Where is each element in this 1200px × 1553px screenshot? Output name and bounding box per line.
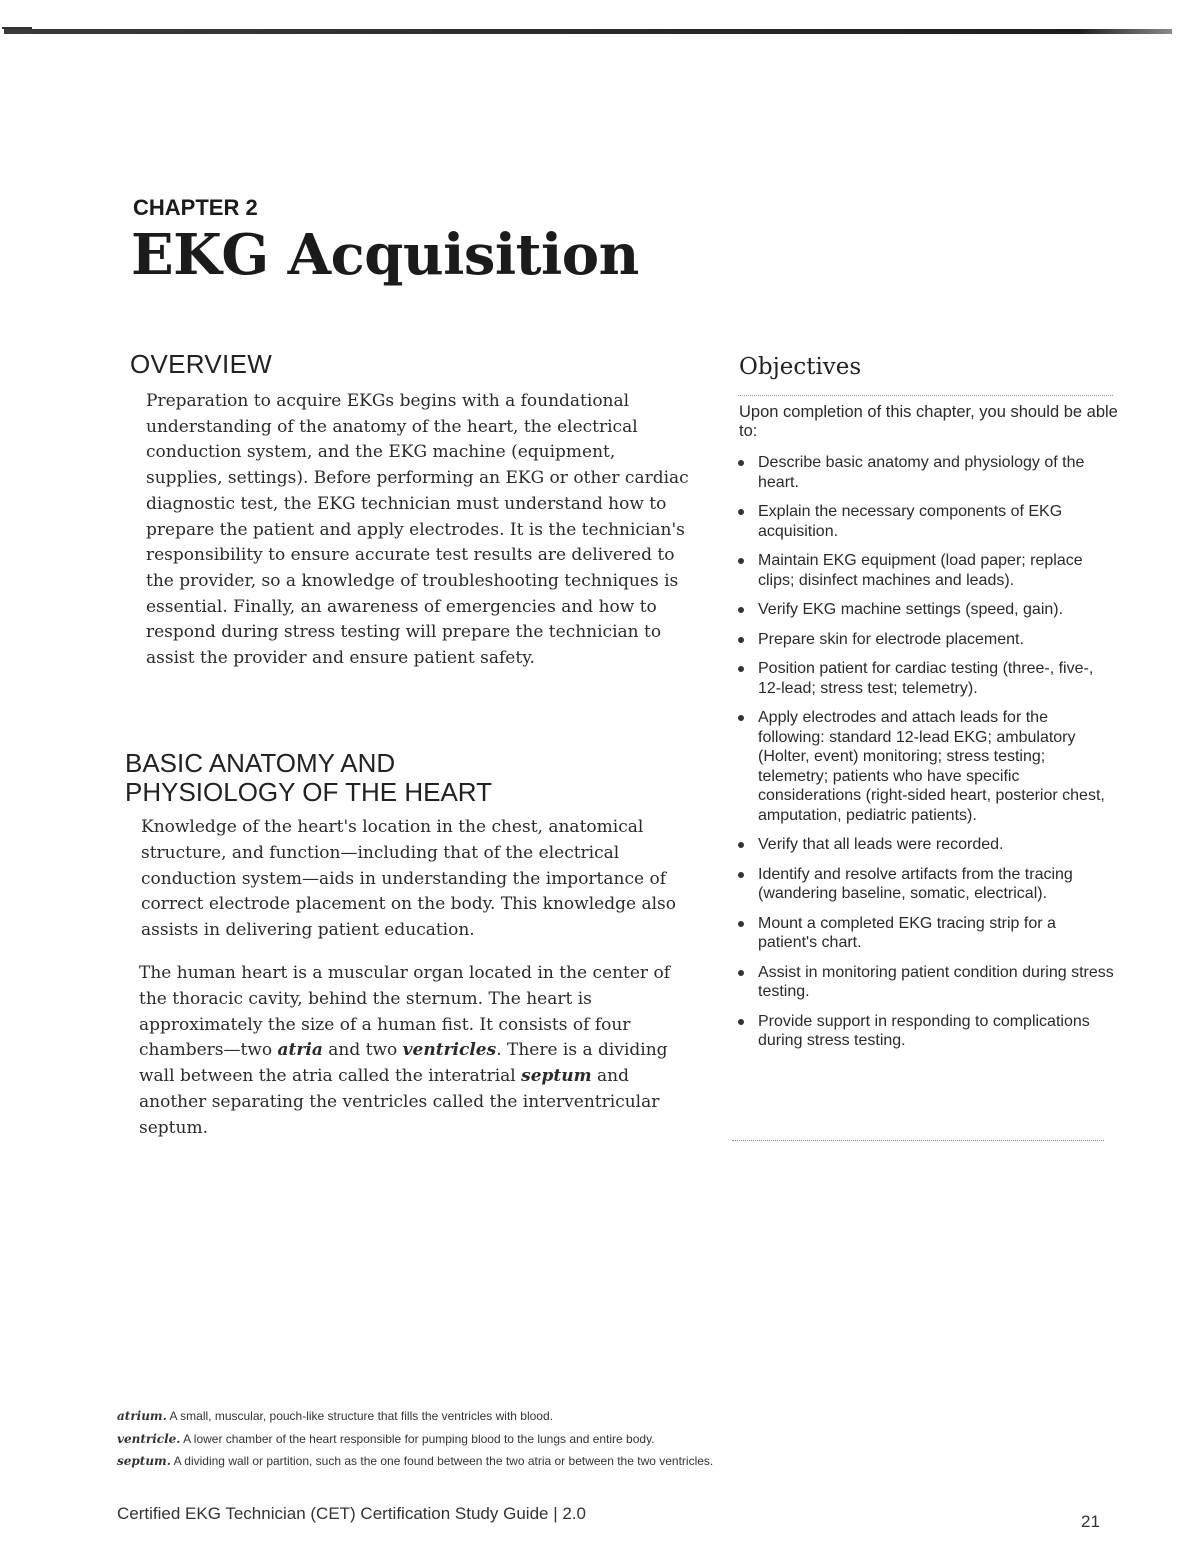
anatomy-p2-text: and another separating the ventricles called the interventricular septum. <box>139 1066 660 1138</box>
glossary-term: septum. <box>117 1454 171 1468</box>
objective-item: Describe basic anatomy and physiology of the heart. <box>733 453 1118 492</box>
anatomy-heading <box>125 749 545 807</box>
objective-item: Apply electrodes and attach leads for the following: standard 12-lead EKG; ambulatory (Holter, event) monitoring; stress testing; telemetry; patients who have specific considerations (right-sided heart, posterior chest, amputation, pediatric patients). <box>733 708 1118 825</box>
glossary-entry <box>117 1450 837 1473</box>
chapter-title: EKG Acquisition <box>131 222 639 288</box>
term-septum: septum <box>521 1066 592 1087</box>
overview-heading: OVERVIEW <box>130 349 273 379</box>
objective-item: Assist in monitoring patient condition during stress testing. <box>733 963 1118 1002</box>
objectives-list <box>733 453 1118 1061</box>
objective-item: Mount a completed EKG tracing strip for a patient's chart. <box>733 914 1118 953</box>
top-rule <box>4 29 1172 34</box>
objective-item: Identify and resolve artifacts from the tracing (wandering baseline, somatic, electrical). <box>733 865 1118 904</box>
glossary-definition: A dividing wall or partition, such as the one found between the two atria or between the two ventricles. <box>170 1454 714 1468</box>
objectives-top-rule <box>738 395 1113 396</box>
anatomy-paragraph-1: Knowledge of the heart's location in the chest, anatomical structure, and function—including that of the electrical conduction system—aids in understanding the importance of correct electrode placement on the body. This knowledge also assists in delivering patient education. <box>141 817 676 941</box>
anatomy-heading-line2: PHYSIOLOGY OF THE HEART <box>125 777 492 807</box>
objective-item: Position patient for cardiac testing (three-, five-, 12-lead; stress test; telemetry). <box>733 659 1118 698</box>
glossary <box>117 1405 837 1473</box>
objective-item: Explain the necessary components of EKG acquisition. <box>733 502 1118 541</box>
page-number: 21 <box>1081 1512 1100 1531</box>
glossary-term: ventricle. <box>117 1431 181 1446</box>
objective-item: Provide support in responding to complications during stress testing. <box>733 1012 1118 1051</box>
glossary-term: atrium. <box>117 1409 167 1423</box>
glossary-definition: A small, muscular, pouch-like structure that fills the ventricles with blood. <box>166 1409 553 1423</box>
glossary-entry <box>117 1428 837 1451</box>
glossary-entry <box>117 1405 837 1428</box>
term-ventricles: ventricles <box>402 1040 497 1061</box>
anatomy-paragraph-2 <box>139 961 699 1142</box>
anatomy-heading-line1: BASIC ANATOMY AND <box>125 748 396 778</box>
overview-paragraph: Preparation to acquire EKGs begins with a foundational understanding of the anatomy of the heart, the electrical conduction system, and the EKG machine (equipment, supplies, settings). Before performing an EKG or other cardiac diagnostic test, the EKG technician must understand how to prepare the patient and apply electrodes. It is the technician's responsibility to ensure accurate test results are delivered to the provider, so a knowledge of troubleshooting techniques is essential. Finally, an awareness of emergencies and how to respond during stress testing will prepare the technician to assist the provider and ensure patient safety. <box>146 391 689 669</box>
objectives-heading: Objectives <box>739 354 862 380</box>
objective-item: Prepare skin for electrode placement. <box>733 630 1118 650</box>
chapter-label: CHAPTER 2 <box>133 195 258 220</box>
objectives-bottom-rule <box>732 1140 1104 1141</box>
footer-text: Certified EKG Technician (CET) Certification Study Guide | 2.0 <box>117 1504 586 1523</box>
objective-item: Maintain EKG equipment (load paper; replace clips; disinfect machines and leads). <box>733 551 1118 590</box>
objectives-intro: Upon completion of this chapter, you should be able to: <box>739 403 1118 440</box>
anatomy-p2-text: and two <box>322 1040 403 1061</box>
glossary-definition: A lower chamber of the heart responsible for pumping blood to the lungs and entire body. <box>180 1431 655 1446</box>
anatomy-p2-text: . There is a dividing wall between the atria called the interatrial <box>139 1040 668 1087</box>
term-atria: atria <box>277 1040 323 1061</box>
objective-item: Verify that all leads were recorded. <box>733 835 1118 855</box>
objective-item: Verify EKG machine settings (speed, gain). <box>733 600 1118 620</box>
anatomy-p2-text: The human heart is a muscular organ located in the center of the thoracic cavity, behind the sternum. The heart is approximately the size of a human fist. It consists of four chambers—two <box>139 963 670 1061</box>
